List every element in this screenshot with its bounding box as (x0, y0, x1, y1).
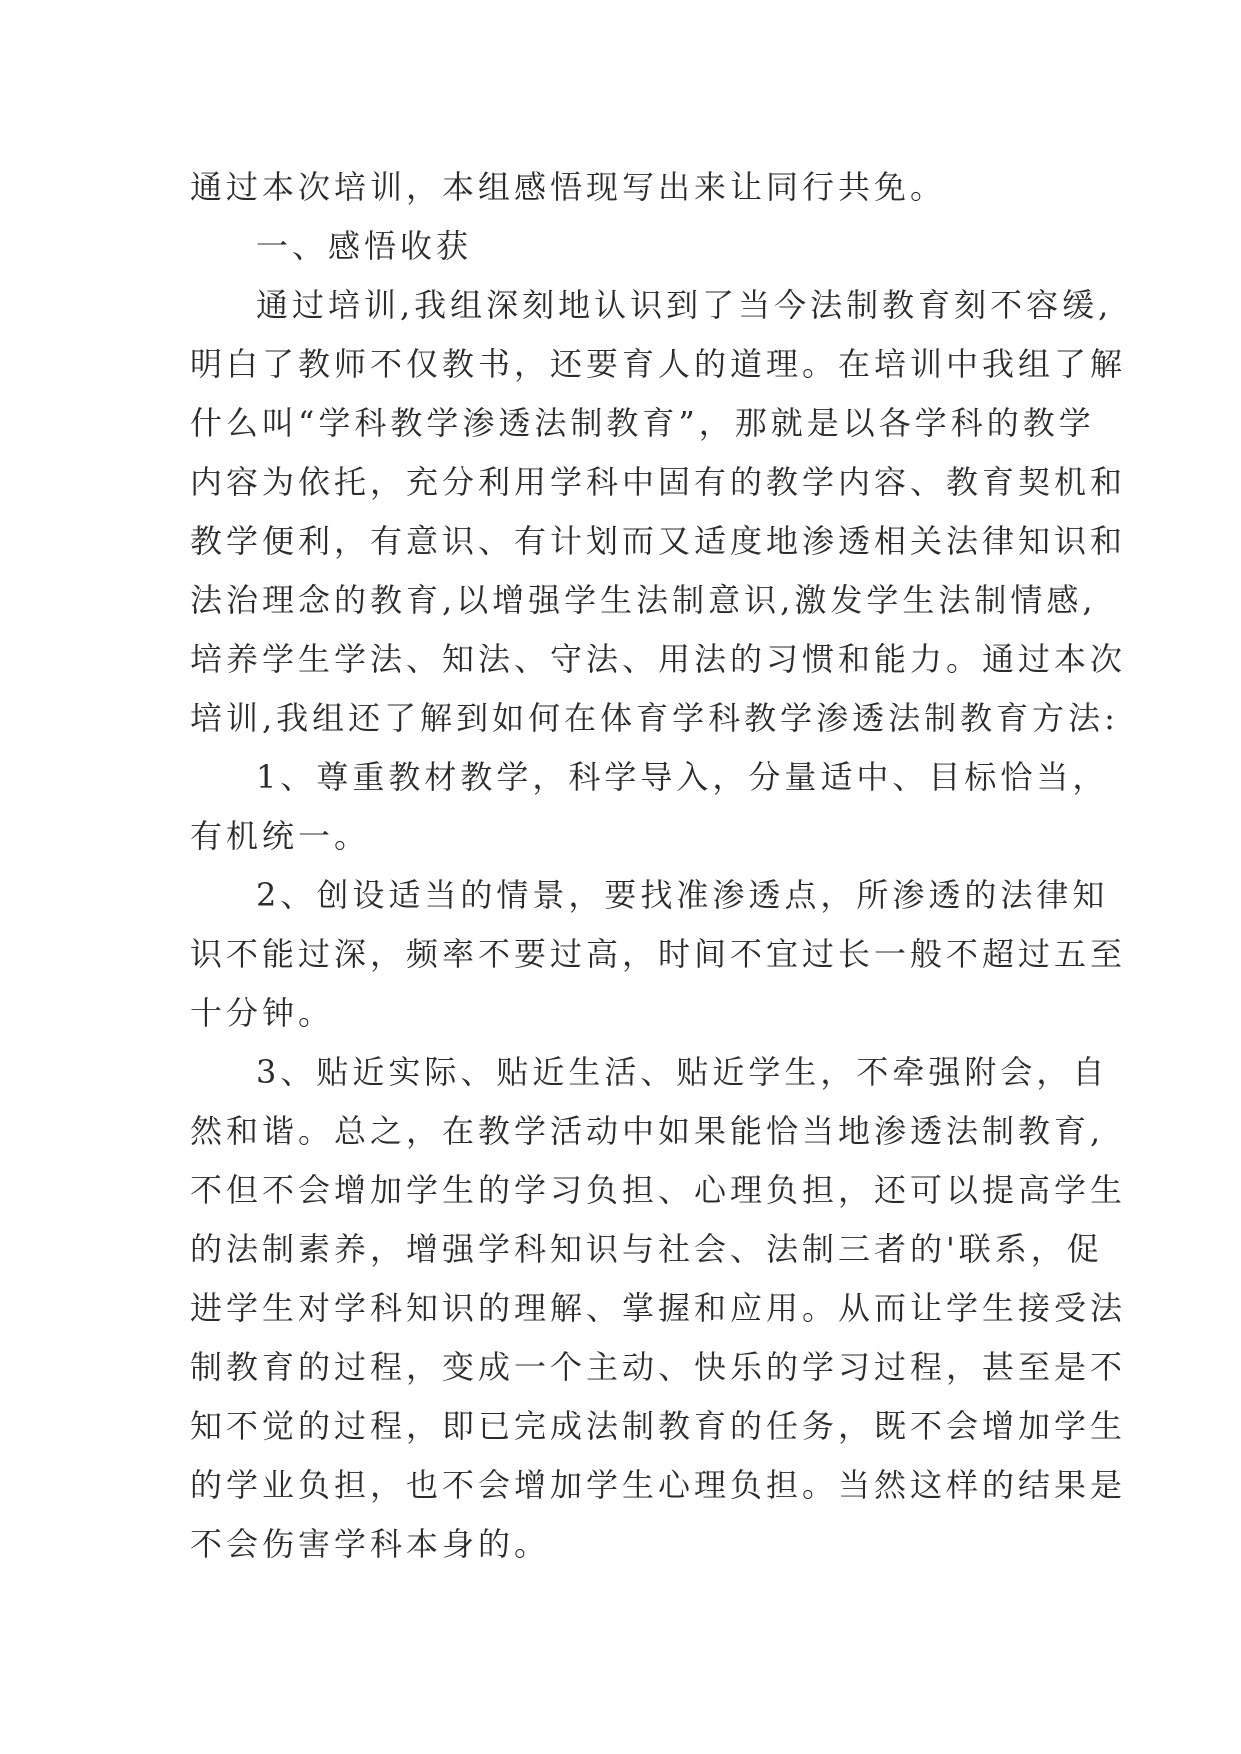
list-item-3-continuation: 制教育的过程，变成一个主动、快乐的学习过程，甚至是不 (190, 1348, 1127, 1386)
text-line-opening: 通过本次培训，本组感悟现写出来让同行共免。 (190, 168, 947, 206)
list-item-3-continuation: 的法制素养，增强学科知识与社会、法制三者的'联系，促 (190, 1230, 1103, 1268)
list-item-1-continuation: 有机统一。 (190, 817, 371, 855)
list-item-3-continuation: 进学生对学科知识的理解、掌握和应用。从而让学生接受法 (190, 1289, 1127, 1327)
list-item-3-continuation: 不会伤害学科本身的。 (190, 1525, 551, 1563)
list-item-2-continuation: 识不能过深，频率不要过高，时间不宜过长一般不超过五至 (190, 935, 1127, 973)
list-item-3-continuation: 不但不会增加学生的学习负担、心理负担，还可以提高学生 (190, 1171, 1127, 1209)
list-item-3-continuation: 然和谐。总之，在教学活动中如果能恰当地渗透法制教育, (190, 1112, 1105, 1150)
paragraph-line: 培训,我组还了解到如何在体育学科教学渗透法制教育方法: (190, 699, 1119, 737)
paragraph-line: 什么叫“学科教学渗透法制教育”，那就是以各学科的教学 (190, 404, 1095, 442)
paragraph-line: 通过培训,我组深刻地认识到了当今法制教育刻不容缓, (256, 286, 1113, 324)
list-item-2: 2、创设适当的情景，要找准渗透点，所渗透的法律知 (256, 876, 1109, 914)
paragraph-line: 明白了教师不仅教书，还要育人的道理。在培训中我组了解 (190, 345, 1127, 383)
paragraph-line: 培养学生学法、知法、守法、用法的习惯和能力。通过本次 (190, 640, 1127, 678)
paragraph-line: 法治理念的教育,以增强学生法制意识,激发学生法制情感, (190, 581, 1097, 619)
list-item-3-continuation: 知不觉的过程，即已完成法制教育的任务，既不会增加学生 (190, 1407, 1127, 1445)
list-item-2-continuation: 十分钟。 (190, 994, 335, 1032)
list-item-3-continuation: 的学业负担，也不会增加学生心理负担。当然这样的结果是 (190, 1466, 1127, 1504)
list-item-3: 3、贴近实际、贴近生活、贴近学生，不牵强附会，自 (256, 1053, 1109, 1091)
paragraph-line: 教学便利，有意识、有计划而又适度地渗透相关法律知识和 (190, 522, 1127, 560)
paragraph-line: 内容为依托，充分利用学科中固有的教学内容、教育契机和 (190, 463, 1127, 501)
list-item-1: 1、尊重教材教学，科学导入，分量适中、目标恰当， (256, 758, 1109, 796)
section-heading: 一、感悟收获 (256, 227, 473, 265)
